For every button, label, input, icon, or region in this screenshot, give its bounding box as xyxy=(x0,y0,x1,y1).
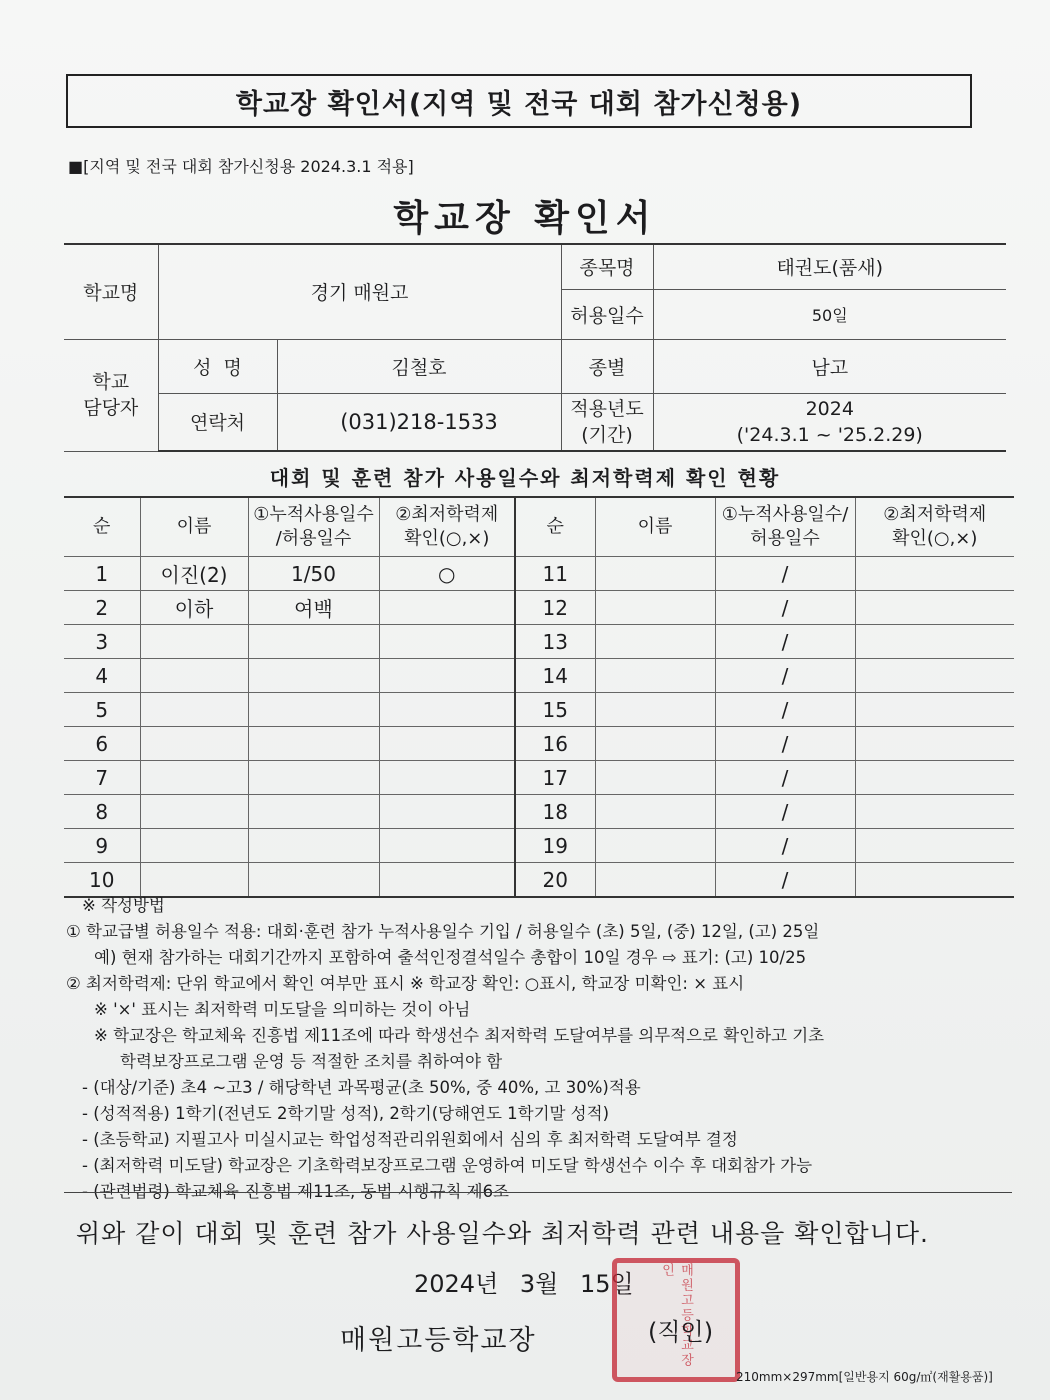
instruction-line: - (관련법령) 학교체육 진흥법 제11조, 동법 시행규칙 제6조 xyxy=(82,1182,509,1201)
table-row xyxy=(64,625,1014,659)
roster-cell-l-check xyxy=(379,727,515,761)
form-subtitle: ■[지역 및 전국 대회 참가신청용 2024.3.1 적용] xyxy=(68,157,414,176)
roster-cell-l-days xyxy=(248,863,379,898)
roster-cell-r-name xyxy=(595,693,715,727)
roster-cell-r-name xyxy=(595,659,715,693)
roster-cell-r-check xyxy=(855,727,1014,761)
roster-cell-l-check xyxy=(379,829,515,863)
roster-cell-r-check xyxy=(855,659,1014,693)
roster-cell-l-days: 1/50 xyxy=(248,557,379,591)
roster-cell-l-no: 8 xyxy=(64,795,140,829)
instruction-line: - (최저학력 미도달) 학교장은 기초학력보장프로그램 운영하여 미도달 학생선수 이수 후 대회참가 가능 xyxy=(82,1156,813,1175)
contact-label: 연락처 xyxy=(158,393,277,451)
header-name-left: 이름 xyxy=(140,497,248,557)
roster-cell-r-no: 14 xyxy=(515,659,595,693)
roster-cell-l-days xyxy=(248,761,379,795)
roster-cell-r-no: 16 xyxy=(515,727,595,761)
header-days-right: ①누적사용일수/ 허용일수 xyxy=(715,497,855,557)
roster-table xyxy=(64,496,1014,898)
roster-cell-r-name xyxy=(595,761,715,795)
seal-label: (직인) xyxy=(648,1318,714,1346)
roster-cell-l-check xyxy=(379,625,515,659)
roster-cell-r-name xyxy=(595,625,715,659)
roster-cell-r-name xyxy=(595,591,715,625)
roster-cell-l-no: 9 xyxy=(64,829,140,863)
roster-cell-r-days: / xyxy=(715,659,855,693)
roster-cell-r-no: 12 xyxy=(515,591,595,625)
instruction-line: ② 최저학력제: 단위 학교에서 확인 여부만 표시 ※ 학교장 확인: ○표시, 학교장 미확인: × 표시 xyxy=(66,974,745,993)
event-label: 종목명 xyxy=(561,244,653,289)
roster-cell-l-name xyxy=(140,863,248,898)
category-label: 종별 xyxy=(561,339,653,393)
contact-value: (031)218-1533 xyxy=(277,393,561,451)
roster-cell-l-no: 3 xyxy=(64,625,140,659)
name-label: 성 명 xyxy=(158,339,277,393)
roster-cell-l-name xyxy=(140,625,248,659)
roster-cell-r-check xyxy=(855,829,1014,863)
roster-cell-r-days: / xyxy=(715,557,855,591)
instruction-line: ※ 작성방법 xyxy=(82,896,165,915)
category-value: 남고 xyxy=(653,339,1006,393)
roster-cell-l-name xyxy=(140,829,248,863)
table-row xyxy=(64,693,1014,727)
roster-cell-l-days: 여백 xyxy=(248,591,379,625)
roster-cell-l-name xyxy=(140,659,248,693)
divider xyxy=(64,1192,1012,1193)
roster-cell-l-check xyxy=(379,693,515,727)
roster-cell-l-check xyxy=(379,761,515,795)
roster-cell-l-no: 6 xyxy=(64,727,140,761)
roster-cell-r-check xyxy=(855,557,1014,591)
roster-cell-l-name xyxy=(140,727,248,761)
school-name-label: 학교명 xyxy=(64,244,158,339)
roster-cell-r-days: / xyxy=(715,761,855,795)
banner-title: 학교장 확인서(지역 및 전국 대회 참가신청용) xyxy=(66,74,972,128)
roster-cell-l-name xyxy=(140,761,248,795)
roster-cell-l-days xyxy=(248,727,379,761)
roster-cell-r-no: 20 xyxy=(515,863,595,898)
roster-cell-l-name xyxy=(140,693,248,727)
table-row xyxy=(64,727,1014,761)
header-no-left: 순 xyxy=(64,497,140,557)
year-value: 2024 ('24.3.1 ~ '25.2.29) xyxy=(653,393,1006,451)
paper-spec-footer: 210mm×297mm[일반용지 60g/㎡(재활용품)] xyxy=(736,1370,993,1384)
roster-body xyxy=(64,557,1014,898)
table-row xyxy=(64,863,1014,898)
roster-cell-l-no: 4 xyxy=(64,659,140,693)
official-seal-stamp: 매원고등학교장인 xyxy=(612,1258,740,1382)
roster-cell-l-name: 이진(2) xyxy=(140,557,248,591)
instruction-line: ※ 학교장은 학교체육 진흥법 제11조에 따라 학생선수 최저학력 도달여부를 의무적으로 확인하고 기초 xyxy=(94,1026,825,1045)
roster-cell-r-days: / xyxy=(715,693,855,727)
table-row xyxy=(64,829,1014,863)
roster-cell-r-days: / xyxy=(715,591,855,625)
roster-cell-r-no: 11 xyxy=(515,557,595,591)
roster-cell-l-no: 7 xyxy=(64,761,140,795)
roster-cell-r-days: / xyxy=(715,863,855,898)
roster-cell-l-name xyxy=(140,795,248,829)
manager-name-value: 김철호 xyxy=(277,339,561,393)
roster-cell-r-check xyxy=(855,795,1014,829)
roster-cell-l-check xyxy=(379,591,515,625)
page-title: 학교장 확인서 xyxy=(393,198,657,239)
info-table xyxy=(64,243,1006,452)
instructions xyxy=(66,893,1016,1205)
roster-cell-r-name xyxy=(595,829,715,863)
roster-cell-l-name: 이하 xyxy=(140,591,248,625)
instruction-line: - (성적적용) 1학기(전년도 2학기말 성적), 2학기(당해연도 1학기말 성적) xyxy=(82,1104,610,1123)
roster-cell-r-check xyxy=(855,863,1014,898)
table-row xyxy=(64,659,1014,693)
header-no-right: 순 xyxy=(515,497,595,557)
issue-date: 2024년 3월 15일 xyxy=(414,1270,634,1298)
section-title: 대회 및 훈련 참가 사용일수와 최저학력제 확인 현황 xyxy=(269,466,781,490)
roster-cell-r-no: 18 xyxy=(515,795,595,829)
instruction-line: - (대상/기준) 초4 ~고3 / 해당학년 과목평균(초 50%, 중 40%, 고 30%)적용 xyxy=(82,1078,641,1097)
table-row xyxy=(64,591,1014,625)
roster-cell-r-check xyxy=(855,591,1014,625)
confirmation-statement: 위와 같이 대회 및 훈련 참가 사용일수와 최저학력 관련 내용을 확인합니다. xyxy=(76,1219,929,1248)
roster-cell-l-no: 1 xyxy=(64,557,140,591)
roster-cell-l-check: ○ xyxy=(379,557,515,591)
roster-cell-r-no: 19 xyxy=(515,829,595,863)
instruction-line: 학력보장프로그램 운영 등 적절한 조치를 취하여야 함 xyxy=(120,1052,503,1071)
roster-cell-l-days xyxy=(248,693,379,727)
roster-cell-r-name xyxy=(595,727,715,761)
allowed-days-value: 50일 xyxy=(653,289,1006,339)
roster-cell-l-check xyxy=(379,863,515,898)
header-days-left: ①누적사용일수 /허용일수 xyxy=(248,497,379,557)
roster-cell-r-check xyxy=(855,693,1014,727)
header-check-right: ②최저학력제 확인(○,×) xyxy=(855,497,1014,557)
roster-cell-r-days: / xyxy=(715,625,855,659)
roster-cell-l-no: 2 xyxy=(64,591,140,625)
roster-cell-r-no: 15 xyxy=(515,693,595,727)
roster-cell-l-days xyxy=(248,625,379,659)
roster-cell-r-days: / xyxy=(715,795,855,829)
instruction-line: ※ '×' 표시는 최저학력 미도달을 의미하는 것이 아님 xyxy=(94,1000,471,1019)
table-row xyxy=(64,795,1014,829)
roster-cell-l-days xyxy=(248,659,379,693)
roster-cell-r-name xyxy=(595,557,715,591)
school-name-value: 경기 매원고 xyxy=(158,244,561,339)
table-row xyxy=(64,761,1014,795)
roster-cell-r-name xyxy=(595,863,715,898)
roster-cell-r-check xyxy=(855,761,1014,795)
instruction-line: 예) 현재 참가하는 대회기간까지 포함하여 출석인정결석일수 총합이 10일 경우 ⇨ 표기: (고) 10/25 xyxy=(94,948,807,967)
roster-cell-l-no: 5 xyxy=(64,693,140,727)
roster-cell-l-days xyxy=(248,795,379,829)
event-value: 태권도(품새) xyxy=(653,244,1006,289)
roster-cell-r-name xyxy=(595,795,715,829)
roster-cell-l-check xyxy=(379,795,515,829)
table-row xyxy=(64,557,1014,591)
header-name-right: 이름 xyxy=(595,497,715,557)
manager-label: 학교 담당자 xyxy=(64,339,158,451)
roster-cell-r-check xyxy=(855,625,1014,659)
year-label: 적용년도 (기간) xyxy=(561,393,653,451)
instruction-line: - (초등학교) 지필고사 미실시교는 학업성적관리위원회에서 심의 후 최저학력 도달여부 결정 xyxy=(82,1130,738,1149)
roster-cell-l-days xyxy=(248,829,379,863)
header-check-left: ②최저학력제 확인(○,×) xyxy=(379,497,515,557)
instruction-line: ① 학교급별 허용일수 적용: 대회·훈련 참가 누적사용일수 기입 / 허용일수 (초) 5일, (중) 12일, (고) 25일 xyxy=(66,922,820,941)
roster-cell-r-days: / xyxy=(715,727,855,761)
roster-cell-r-days: / xyxy=(715,829,855,863)
roster-cell-l-no: 10 xyxy=(64,863,140,898)
allowed-days-label: 허용일수 xyxy=(561,289,653,339)
roster-cell-l-check xyxy=(379,659,515,693)
roster-cell-r-no: 13 xyxy=(515,625,595,659)
principal-name: 매원고등학교장 xyxy=(340,1325,537,1356)
roster-cell-r-no: 17 xyxy=(515,761,595,795)
